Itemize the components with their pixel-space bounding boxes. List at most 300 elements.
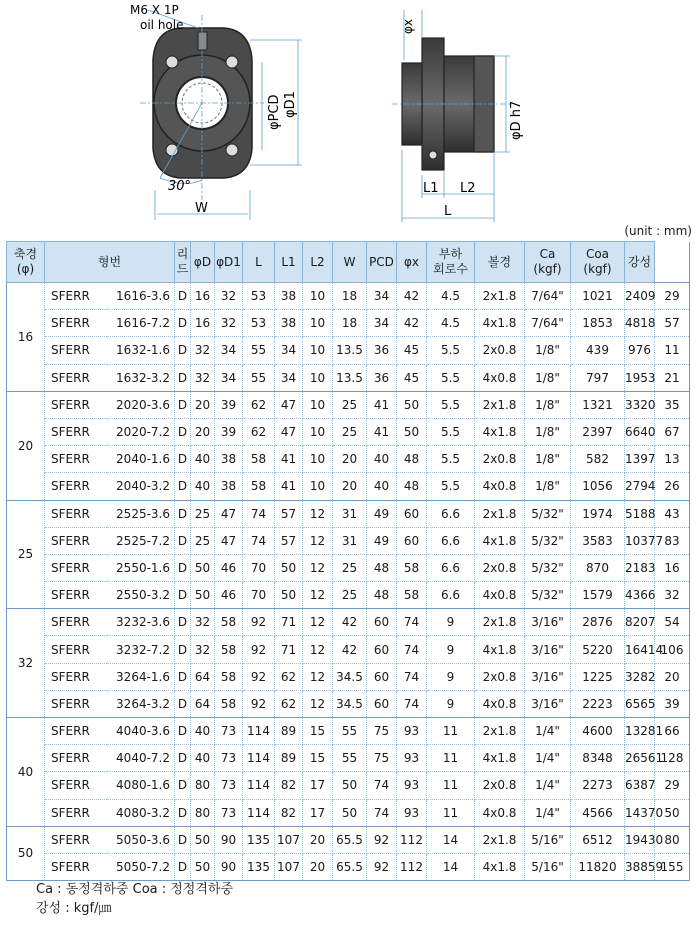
value-cell: 40 [191,446,215,473]
value-cell: 49 [367,527,397,554]
value-cell: 26 [655,473,690,500]
value-cell: 4x1.8 [475,527,525,554]
value-cell: 39 [655,690,690,717]
value-cell: 60 [367,609,397,636]
value-cell: 40 [191,718,215,745]
value-cell: 71 [275,609,303,636]
column-header: 볼경 [475,242,525,283]
value-cell: 50 [397,391,427,418]
column-header: W [333,242,367,283]
value-cell: 92 [367,853,397,880]
value-cell: 5.5 [427,446,475,473]
value-cell: 5/32" [525,500,571,527]
value-cell: 47 [215,527,243,554]
value-cell: 48 [367,554,397,581]
value-cell: 40 [367,473,397,500]
value-cell: 10 [303,310,333,337]
value-cell: 6.6 [427,527,475,554]
value-cell: 38 [215,473,243,500]
value-cell: 55 [243,364,275,391]
value-cell: 12 [303,500,333,527]
value-cell: 1/4" [525,772,571,799]
value-cell: 10 [303,446,333,473]
value-cell: 55 [333,718,367,745]
value-cell: 60 [367,636,397,663]
value-cell: D [175,500,191,527]
value-cell: 4x0.8 [475,582,525,609]
table-row [7,337,690,364]
model-cell: 1632-3.2 [107,364,175,391]
value-cell: 1/4" [525,799,571,826]
value-cell: 66 [655,718,690,745]
value-cell: 2409 [625,283,655,310]
table-row [7,446,690,473]
value-cell: 5/32" [525,582,571,609]
oil-hole-title: M6 X 1P [130,3,179,17]
value-cell: 1021 [571,283,625,310]
value-cell: 82 [275,772,303,799]
value-cell: 4x1.8 [475,745,525,772]
value-cell: 9 [427,663,475,690]
model-cell: 4040-3.6 [107,718,175,745]
value-cell: 1/8" [525,446,571,473]
value-cell: 4x1.8 [475,310,525,337]
value-cell: 10 [303,337,333,364]
value-cell: 34.5 [333,690,367,717]
value-cell: 4818 [625,310,655,337]
value-cell: 12 [303,663,333,690]
table-row [7,527,690,554]
value-cell: 5/16" [525,826,571,853]
table-row [7,391,690,418]
value-cell: 65.5 [333,853,367,880]
value-cell: 114 [243,718,275,745]
value-cell: 1225 [571,663,625,690]
dim-pcd-label: φPCD [267,94,282,130]
value-cell: 107 [275,826,303,853]
model-cell: 3232-3.6 [107,609,175,636]
value-cell: 54 [655,609,690,636]
spec-table [6,241,690,881]
value-cell: 93 [397,799,427,826]
value-cell: 4.5 [427,310,475,337]
value-cell: 6.6 [427,554,475,581]
model-cell: 2020-3.6 [107,391,175,418]
table-row [7,799,690,826]
value-cell: 976 [625,337,655,364]
series-cell: SFERR [45,745,107,772]
value-cell: 50 [275,554,303,581]
value-cell: D [175,554,191,581]
value-cell: 6387 [625,772,655,799]
value-cell: 25 [333,391,367,418]
model-cell: 5050-3.6 [107,826,175,853]
table-row [7,283,690,310]
value-cell: 14 [427,826,475,853]
value-cell: 4x1.8 [475,853,525,880]
value-cell: 8348 [571,745,625,772]
value-cell: D [175,527,191,554]
value-cell: 1/4" [525,718,571,745]
value-cell: 53 [243,310,275,337]
series-cell: SFERR [45,609,107,636]
model-cell: 5050-7.2 [107,853,175,880]
value-cell: 4600 [571,718,625,745]
value-cell: 5.5 [427,473,475,500]
value-cell: 18 [333,310,367,337]
value-cell: 32 [191,337,215,364]
value-cell: 20 [655,663,690,690]
value-cell: 8207 [625,609,655,636]
column-header: 형번 [45,242,175,283]
model-cell: 3264-1.6 [107,663,175,690]
value-cell: 6512 [571,826,625,853]
value-cell: 870 [571,554,625,581]
value-cell: 62 [275,690,303,717]
column-header: φD [191,242,215,283]
value-cell: 4x1.8 [475,418,525,445]
value-cell: 32 [215,310,243,337]
value-cell: 3/16" [525,663,571,690]
model-cell: 2525-7.2 [107,527,175,554]
value-cell: 34 [215,337,243,364]
value-cell: 2x1.8 [475,391,525,418]
value-cell: 6.6 [427,500,475,527]
value-cell: 2876 [571,609,625,636]
value-cell: 1/8" [525,473,571,500]
series-cell: SFERR [45,310,107,337]
model-cell: 4040-7.2 [107,745,175,772]
value-cell: 2397 [571,418,625,445]
value-cell: 15 [303,718,333,745]
value-cell: 58 [397,582,427,609]
column-header: L2 [303,242,333,283]
value-cell: 58 [397,554,427,581]
value-cell: 55 [243,337,275,364]
value-cell: 11 [427,718,475,745]
model-cell: 1616-7.2 [107,310,175,337]
value-cell: 21 [655,364,690,391]
value-cell: 439 [571,337,625,364]
series-cell: SFERR [45,364,107,391]
value-cell: 48 [367,582,397,609]
value-cell: 50 [655,799,690,826]
table-row [7,473,690,500]
value-cell: 1/4" [525,745,571,772]
value-cell: 2x0.8 [475,554,525,581]
table-row [7,853,690,880]
value-cell: 2x0.8 [475,446,525,473]
angle-label: 30° [168,179,192,194]
notes [36,880,233,918]
value-cell: 5/32" [525,554,571,581]
value-cell: 2794 [625,473,655,500]
value-cell: 114 [243,799,275,826]
value-cell: 25 [333,582,367,609]
value-cell: 58 [215,663,243,690]
value-cell: 40 [367,446,397,473]
value-cell: 80 [191,799,215,826]
value-cell: 13 [655,446,690,473]
table-row [7,690,690,717]
value-cell: 34 [275,364,303,391]
value-cell: 32 [215,283,243,310]
value-cell: 90 [215,826,243,853]
value-cell: 12 [303,527,333,554]
value-cell: 14 [427,853,475,880]
series-cell: SFERR [45,418,107,445]
value-cell: 13.5 [333,364,367,391]
shaft-diameter-cell: 16 [7,283,45,392]
table-row [7,554,690,581]
value-cell: 25 [191,500,215,527]
value-cell: 4x0.8 [475,364,525,391]
value-cell: 13281 [625,718,655,745]
value-cell: 10377 [625,527,655,554]
value-cell: 13.5 [333,337,367,364]
value-cell: 3/16" [525,609,571,636]
value-cell: D [175,337,191,364]
value-cell: 2x1.8 [475,283,525,310]
value-cell: 64 [191,690,215,717]
value-cell: 135 [243,826,275,853]
dim-w-label: W [195,201,208,216]
value-cell: 93 [397,745,427,772]
value-cell: 32 [191,609,215,636]
value-cell: 89 [275,718,303,745]
value-cell: 64 [191,663,215,690]
value-cell: D [175,391,191,418]
value-cell: 60 [367,663,397,690]
value-cell: 12 [303,690,333,717]
value-cell: 4566 [571,799,625,826]
value-cell: 74 [367,772,397,799]
value-cell: 42 [397,310,427,337]
value-cell: 48 [397,446,427,473]
value-cell: 17 [303,799,333,826]
value-cell: 12 [303,636,333,663]
value-cell: 60 [397,527,427,554]
value-cell: 25 [333,554,367,581]
value-cell: 41 [275,473,303,500]
value-cell: 50 [333,772,367,799]
model-cell: 2525-3.6 [107,500,175,527]
model-cell: 2550-3.2 [107,582,175,609]
value-cell: 50 [191,554,215,581]
model-cell: 2040-1.6 [107,446,175,473]
value-cell: 1397 [625,446,655,473]
value-cell: 74 [397,636,427,663]
value-cell: D [175,826,191,853]
value-cell: 58 [243,473,275,500]
value-cell: D [175,582,191,609]
value-cell: 62 [275,663,303,690]
value-cell: 41 [275,446,303,473]
column-header: L [243,242,275,283]
value-cell: 73 [215,718,243,745]
value-cell: 2x1.8 [475,500,525,527]
value-cell: 32 [655,582,690,609]
value-cell: 11 [427,799,475,826]
value-cell: 50 [191,582,215,609]
front-view [130,3,302,220]
series-cell: SFERR [45,853,107,880]
model-cell: 2550-1.6 [107,554,175,581]
shaft-diameter-cell: 32 [7,609,45,718]
series-cell: SFERR [45,636,107,663]
value-cell: 74 [243,500,275,527]
value-cell: 16 [655,554,690,581]
value-cell: 32 [191,364,215,391]
value-cell: 31 [333,500,367,527]
value-cell: 48 [397,473,427,500]
series-cell: SFERR [45,772,107,799]
value-cell: 46 [215,554,243,581]
value-cell: 1579 [571,582,625,609]
value-cell: 107 [275,853,303,880]
value-cell: 41 [367,391,397,418]
value-cell: 50 [191,853,215,880]
value-cell: 4x0.8 [475,473,525,500]
value-cell: 34.5 [333,663,367,690]
value-cell: 16 [191,283,215,310]
value-cell: 34 [275,337,303,364]
value-cell: 106 [655,636,690,663]
value-cell: D [175,718,191,745]
value-cell: 5188 [625,500,655,527]
value-cell: 62 [243,391,275,418]
value-cell: 42 [397,283,427,310]
value-cell: 46 [215,582,243,609]
value-cell: 114 [243,772,275,799]
value-cell: 18 [333,283,367,310]
value-cell: 155 [655,853,690,880]
value-cell: 39 [215,418,243,445]
value-cell: 39 [215,391,243,418]
model-cell: 4080-3.2 [107,799,175,826]
value-cell: 5.5 [427,391,475,418]
model-cell: 3264-3.2 [107,690,175,717]
value-cell: 50 [397,418,427,445]
table-row [7,718,690,745]
value-cell: 3320 [625,391,655,418]
value-cell: 5220 [571,636,625,663]
model-cell: 2040-3.2 [107,473,175,500]
value-cell: 5.5 [427,337,475,364]
value-cell: 71 [275,636,303,663]
value-cell: 2x0.8 [475,337,525,364]
dim-dh7-label: φD h7 [509,100,524,140]
value-cell: 80 [191,772,215,799]
table-row [7,364,690,391]
value-cell: D [175,772,191,799]
value-cell: 135 [243,853,275,880]
value-cell: 20 [191,418,215,445]
value-cell: 49 [367,500,397,527]
value-cell: 10 [303,418,333,445]
value-cell: 58 [215,690,243,717]
shaft-diameter-cell: 50 [7,826,45,880]
value-cell: D [175,310,191,337]
value-cell: 74 [243,527,275,554]
series-cell: SFERR [45,473,107,500]
column-header: 강성 [625,242,655,283]
value-cell: 11820 [571,853,625,880]
value-cell: D [175,418,191,445]
value-cell: D [175,283,191,310]
value-cell: 2x0.8 [475,772,525,799]
series-cell: SFERR [45,826,107,853]
value-cell: 6.6 [427,582,475,609]
series-cell: SFERR [45,799,107,826]
dim-l2-label: L2 [460,181,476,196]
value-cell: 34 [367,310,397,337]
value-cell: 70 [243,554,275,581]
series-cell: SFERR [45,283,107,310]
ball-nut-drawing [0,0,700,222]
value-cell: D [175,636,191,663]
value-cell: 40 [191,745,215,772]
value-cell: 38 [215,446,243,473]
value-cell: 20 [333,446,367,473]
column-header: 부하 회로수 [427,242,475,283]
value-cell: 58 [215,609,243,636]
value-cell: 65.5 [333,826,367,853]
value-cell: 50 [333,799,367,826]
value-cell: 43 [655,500,690,527]
value-cell: 92 [243,636,275,663]
value-cell: 53 [243,283,275,310]
value-cell: 34 [215,364,243,391]
table-row [7,663,690,690]
series-cell: SFERR [45,500,107,527]
value-cell: 1/8" [525,364,571,391]
value-cell: 9 [427,690,475,717]
series-cell: SFERR [45,718,107,745]
value-cell: 1953 [625,364,655,391]
value-cell: D [175,690,191,717]
value-cell: 1974 [571,500,625,527]
value-cell: 62 [243,418,275,445]
value-cell: 12 [303,609,333,636]
value-cell: 1056 [571,473,625,500]
value-cell: D [175,364,191,391]
oil-hole-sub: oil hole [140,18,184,32]
column-header: φx [397,242,427,283]
table-row [7,500,690,527]
value-cell: 42 [333,609,367,636]
value-cell: 16414 [625,636,655,663]
column-header: 축경 (φ) [7,242,45,283]
value-cell: 19430 [625,826,655,853]
value-cell: 10 [303,283,333,310]
value-cell: 11 [655,337,690,364]
model-cell: 3232-7.2 [107,636,175,663]
value-cell: 5.5 [427,418,475,445]
table-row [7,745,690,772]
value-cell: 45 [397,364,427,391]
value-cell: 25 [333,418,367,445]
series-cell: SFERR [45,663,107,690]
note-line-1: Ca : 동정격하중 Coa : 정정격하중 [36,882,234,897]
table-row [7,418,690,445]
value-cell: 11 [427,745,475,772]
value-cell: 5/16" [525,853,571,880]
value-cell: 4x1.8 [475,636,525,663]
value-cell: 41 [367,418,397,445]
table-row [7,609,690,636]
value-cell: 92 [243,690,275,717]
